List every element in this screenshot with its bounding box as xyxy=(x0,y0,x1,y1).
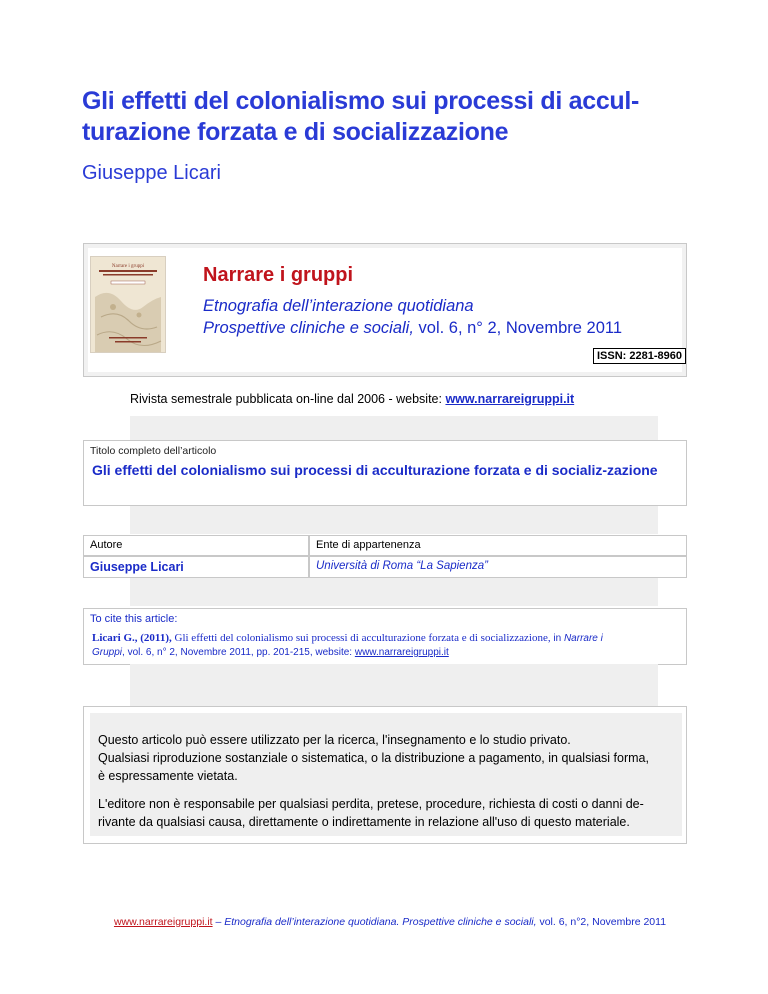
journal-header-box xyxy=(83,243,687,377)
notice-p1-line-3: è espressamente vietata. xyxy=(98,769,238,783)
citation-journal-line-2: Gruppi xyxy=(92,647,123,658)
citation-title: Gli effetti del colonialismo sui processi di acculturazione forzata e di socializzazione, xyxy=(171,632,551,644)
copyright-notice xyxy=(90,713,682,836)
citation-in: in xyxy=(550,633,564,644)
article-title-line-1: Gli effetti del colonialismo sui processi di accul- xyxy=(82,87,640,115)
copyright-notice-box xyxy=(83,706,687,844)
article-title xyxy=(82,86,682,148)
journal-cover-image xyxy=(90,256,166,353)
footer-website-link[interactable]: www.narrareigruppi.it xyxy=(113,916,213,928)
citation-details: , vol. 6, n° 2, Novembre 2011, pp. 201-215, website: xyxy=(122,647,355,658)
journal-subtitle xyxy=(203,295,622,339)
journal-name: Narrare i gruppi xyxy=(203,264,354,286)
author-value-cell xyxy=(83,556,309,578)
gray-spacer xyxy=(130,416,658,440)
full-title-text: Gli effetti del colonialismo sui processi di acculturazione forzata e di socializ-zazione xyxy=(92,462,658,478)
ente-label-cell xyxy=(309,535,687,556)
citation-box xyxy=(83,608,687,665)
ente-value-cell xyxy=(309,556,687,578)
cover-illustration xyxy=(91,257,165,352)
journal-subtitle-line-1: Etnografia dell’interazione quotidiana xyxy=(203,297,474,315)
page-footer xyxy=(80,916,700,928)
gray-spacer xyxy=(130,664,658,706)
journal-subtitle-line-2-italic: Prospettive cliniche e sociali, xyxy=(203,319,414,337)
cover-title: Narrare i gruppi xyxy=(111,264,145,269)
author-value: Giuseppe Licari xyxy=(90,560,184,574)
citation-journal-line-1: Narrare i xyxy=(563,633,603,644)
footer-journal-title: Etnografia dell’interazione quotidiana. Prospettive cliniche e sociali, xyxy=(224,916,537,928)
notice-p1-line-1: Questo articolo può essere utilizzato per la ricerca, l'insegnamento e lo studio privato. xyxy=(98,733,571,747)
journal-description xyxy=(130,392,574,406)
full-title-box xyxy=(83,440,687,506)
citation-label: To cite this article: xyxy=(90,613,178,625)
footer-dash: – xyxy=(212,916,225,928)
issn-badge: ISSN: 2281-8960 xyxy=(593,348,686,364)
notice-p2-line-2: rivante da qualsiasi causa, direttamente o indirettamente in relazione all'uso di questo materiale. xyxy=(98,815,630,829)
gray-spacer xyxy=(130,506,658,534)
full-title-label: Titolo completo dell’articolo xyxy=(90,445,217,457)
notice-p2-line-1: L'editore non è responsabile per qualsiasi perdita, pretese, procedure, richiesta di costi o danni de- xyxy=(98,797,644,811)
citation-author-year: Licari G., (2011), xyxy=(92,632,172,644)
citation-website-link[interactable]: www.narrareigruppi.it xyxy=(354,647,449,658)
ente-label: Ente di appartenenza xyxy=(316,539,421,551)
ente-value: Università di Roma “La Sapienza” xyxy=(316,560,488,572)
journal-website-link[interactable]: www.narrareigruppi.it xyxy=(445,392,575,406)
article-author: Giuseppe Licari xyxy=(82,162,221,184)
journal-issue-info: vol. 6, n° 2, Novembre 2011 xyxy=(413,319,623,337)
notice-p1-line-2: Qualsiasi riproduzione sostanziale o sistematica, o la distribuzione a pagamento, in qualsiasi forma, xyxy=(98,751,649,765)
notice-paragraph-2 xyxy=(98,785,674,831)
citation-text xyxy=(92,631,682,660)
author-label: Autore xyxy=(90,539,123,551)
footer-issue: vol. 6, n°2, Novembre 2011 xyxy=(536,916,667,928)
author-label-cell xyxy=(83,535,309,556)
gray-spacer xyxy=(130,578,658,606)
journal-description-text: Rivista semestrale pubblicata on-line dal 2006 - website: xyxy=(130,392,446,406)
notice-paragraph-1 xyxy=(98,713,674,785)
article-title-line-2: turazione forzata e di socializzazione xyxy=(82,118,509,146)
